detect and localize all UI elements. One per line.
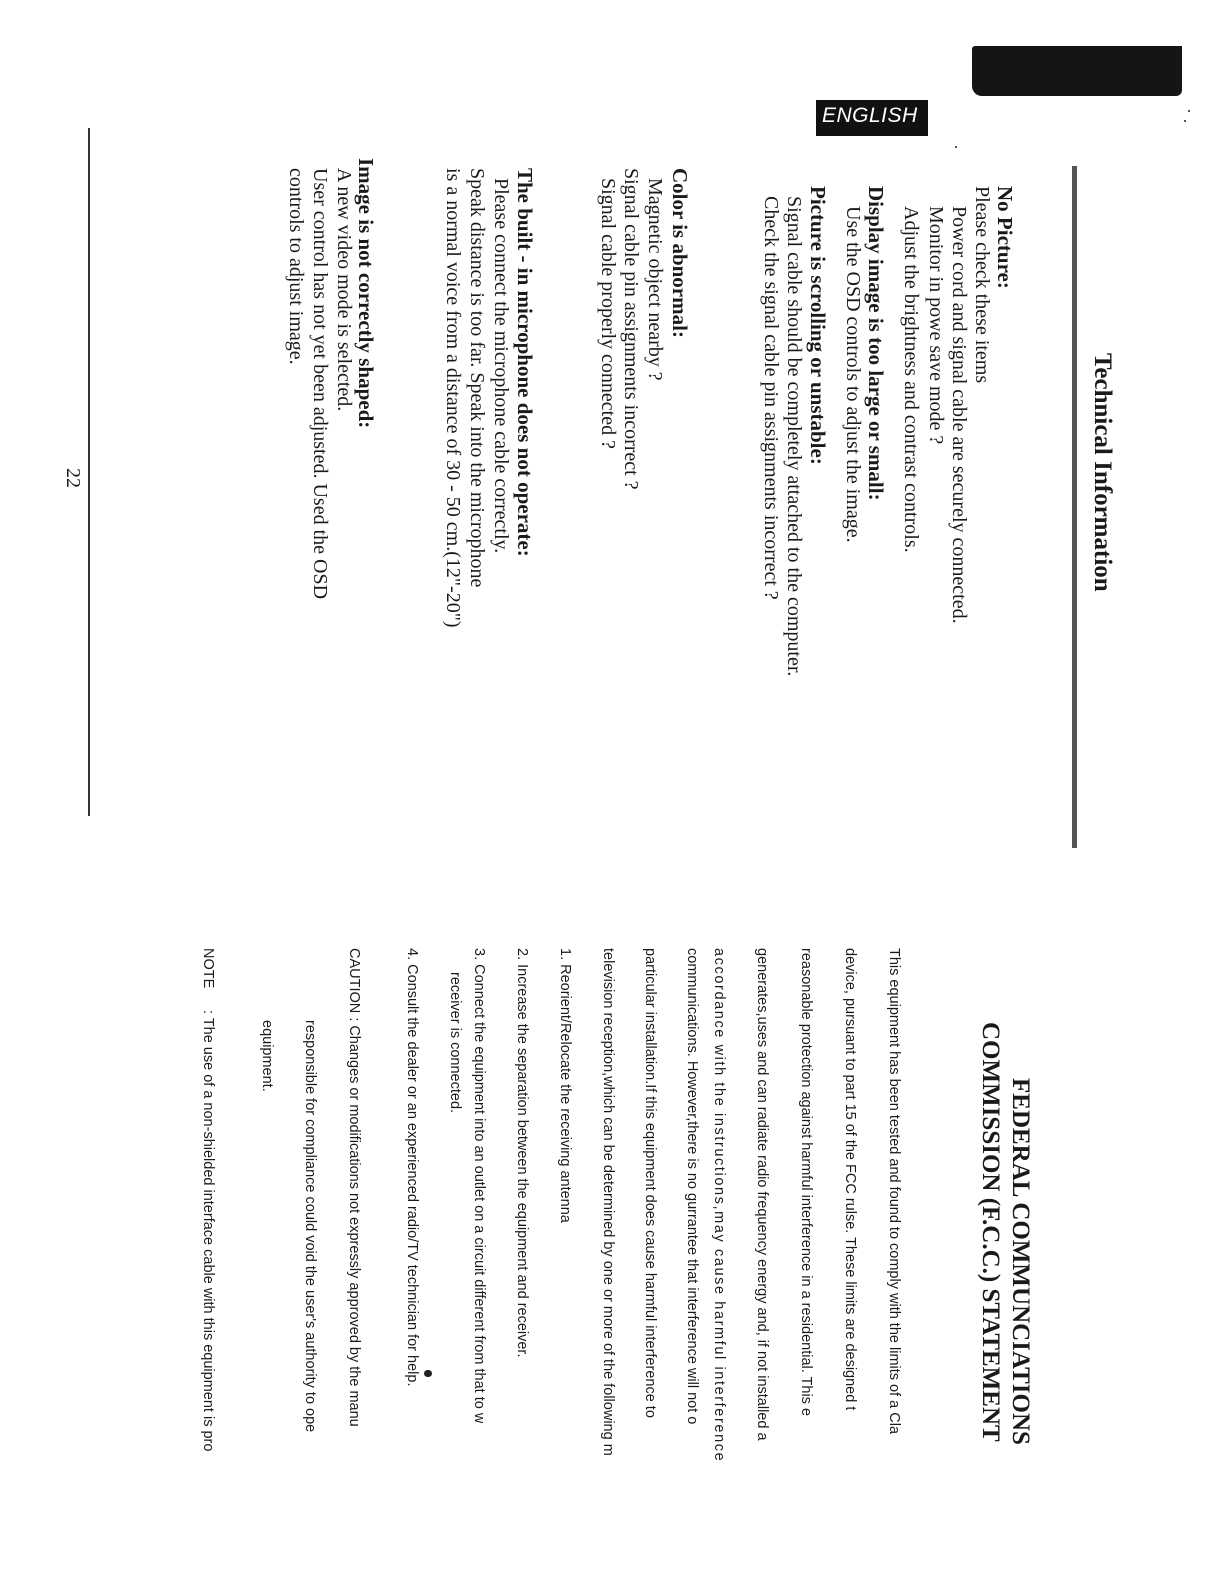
fcc-caution-line: equipment. (259, 1020, 275, 1092)
section-line: Signal cable properly connected ? (597, 178, 619, 449)
section-line: is a normal voice from a distance of 30 - 50 cm.(12"-20") (442, 168, 464, 628)
fcc-note-label: NOTE (200, 948, 216, 989)
fcc-measure-item: 1. Reorient/Relocate the receiving antenna (557, 948, 573, 1223)
language-tab-label: ENGLISH (822, 104, 918, 127)
fcc-measure-item: 2. Increase the separation between the equipment and receiver. (514, 948, 530, 1358)
fcc-paragraph-line: This equipment has been tested and found to comply with the limits of a Cla (886, 948, 902, 1435)
section-line: Use the OSD controls to adjust the image. (842, 206, 864, 543)
fcc-paragraph-line: device, pursuant to part 15 of the FCC rulse. These limits are designed t (842, 948, 858, 1411)
fcc-caution-line: responsible for compliance could void the user's authority to ope (302, 1020, 318, 1433)
section-heading-shape: Image is not correctly shaped: (354, 158, 378, 429)
scan-smudge (972, 46, 1182, 96)
section-line: Monitor in powe save mode ? (925, 206, 947, 445)
fcc-paragraph-line: television reception,which can be determined by one or more of the following m (600, 948, 616, 1456)
section-line: Adjust the brightness and contrast controls. (900, 206, 922, 553)
section-heading-color: Color is abnormal: (668, 168, 692, 338)
section-heading-no-picture: No Picture: (993, 186, 1017, 289)
page-title: Technical Information (1089, 353, 1116, 592)
fcc-paragraph-line: communications. However,there is no gurrantee that interference will not o (684, 948, 700, 1425)
scan-speck (1188, 110, 1190, 112)
section-line: Power cord and signal cable are securely connected. (948, 206, 970, 624)
section-heading-display-size: Display image is too large or small: (864, 186, 888, 501)
scan-speck (424, 1370, 432, 1377)
fcc-measure-item: receiver is connected. (447, 972, 463, 1114)
section-line: Please check these items (971, 186, 993, 384)
fcc-title-line2: COMMISSION (F.C.C.) STATEMENT (977, 1022, 1004, 1442)
section-heading-microphone: The built - in microphone does not operate: (513, 168, 537, 557)
fcc-caution-line: CAUTION : Changes or modifications not expressly approved by the manu (346, 948, 362, 1427)
section-line: User control has not yet been adjusted. Used the OSD (309, 168, 331, 600)
fcc-measure-item: 3. Connect the equipment into an outlet on a circuit different from that to w (471, 948, 487, 1424)
fcc-paragraph-line: accordance with the instructions,may cause harmful interference (711, 948, 727, 1463)
section-line: A new video mode is selected. (333, 168, 355, 412)
section-line: Signal cable pin assignments incorrect ? (620, 168, 642, 490)
scan-speck (1184, 120, 1186, 122)
section-line: Speak distance is too far. Speak into the microphone (466, 168, 488, 588)
title-rule (1072, 166, 1077, 848)
fcc-paragraph-line: generates,uses and can radiate radio frequency energy and, if not installed a (754, 948, 770, 1441)
section-line: Signal cable should be completely attached to the computer. (783, 196, 805, 677)
scan-speck (955, 146, 957, 148)
fcc-paragraph-line: reasonable protection against harmful interference in a residential. This e (798, 948, 814, 1417)
footer-rule (88, 128, 90, 816)
section-line: Magnetic object nearby ? (644, 178, 666, 381)
language-tab (816, 100, 928, 136)
page-number: 22 (62, 468, 84, 488)
fcc-measure-item: 4. Consult the dealer or an experienced radio/TV technician for help. (404, 948, 420, 1387)
fcc-title-line1: FEDERAL COMMUNCIATIONS (1007, 1078, 1034, 1445)
fcc-paragraph-line: particular installation.If this equipment does cause harmful interference to (642, 948, 658, 1418)
section-line: Please connect the microphone cable correctly. (490, 178, 512, 554)
section-heading-scrolling: Picture is scrolling or unstable: (806, 186, 830, 465)
fcc-note-text: : The use of a non-shielded interface cable with this equipment is pro (200, 1010, 216, 1452)
section-line: Check the signal cable pin assignments incorrect ? (760, 196, 782, 600)
section-line: controls to adjust image. (285, 168, 307, 365)
